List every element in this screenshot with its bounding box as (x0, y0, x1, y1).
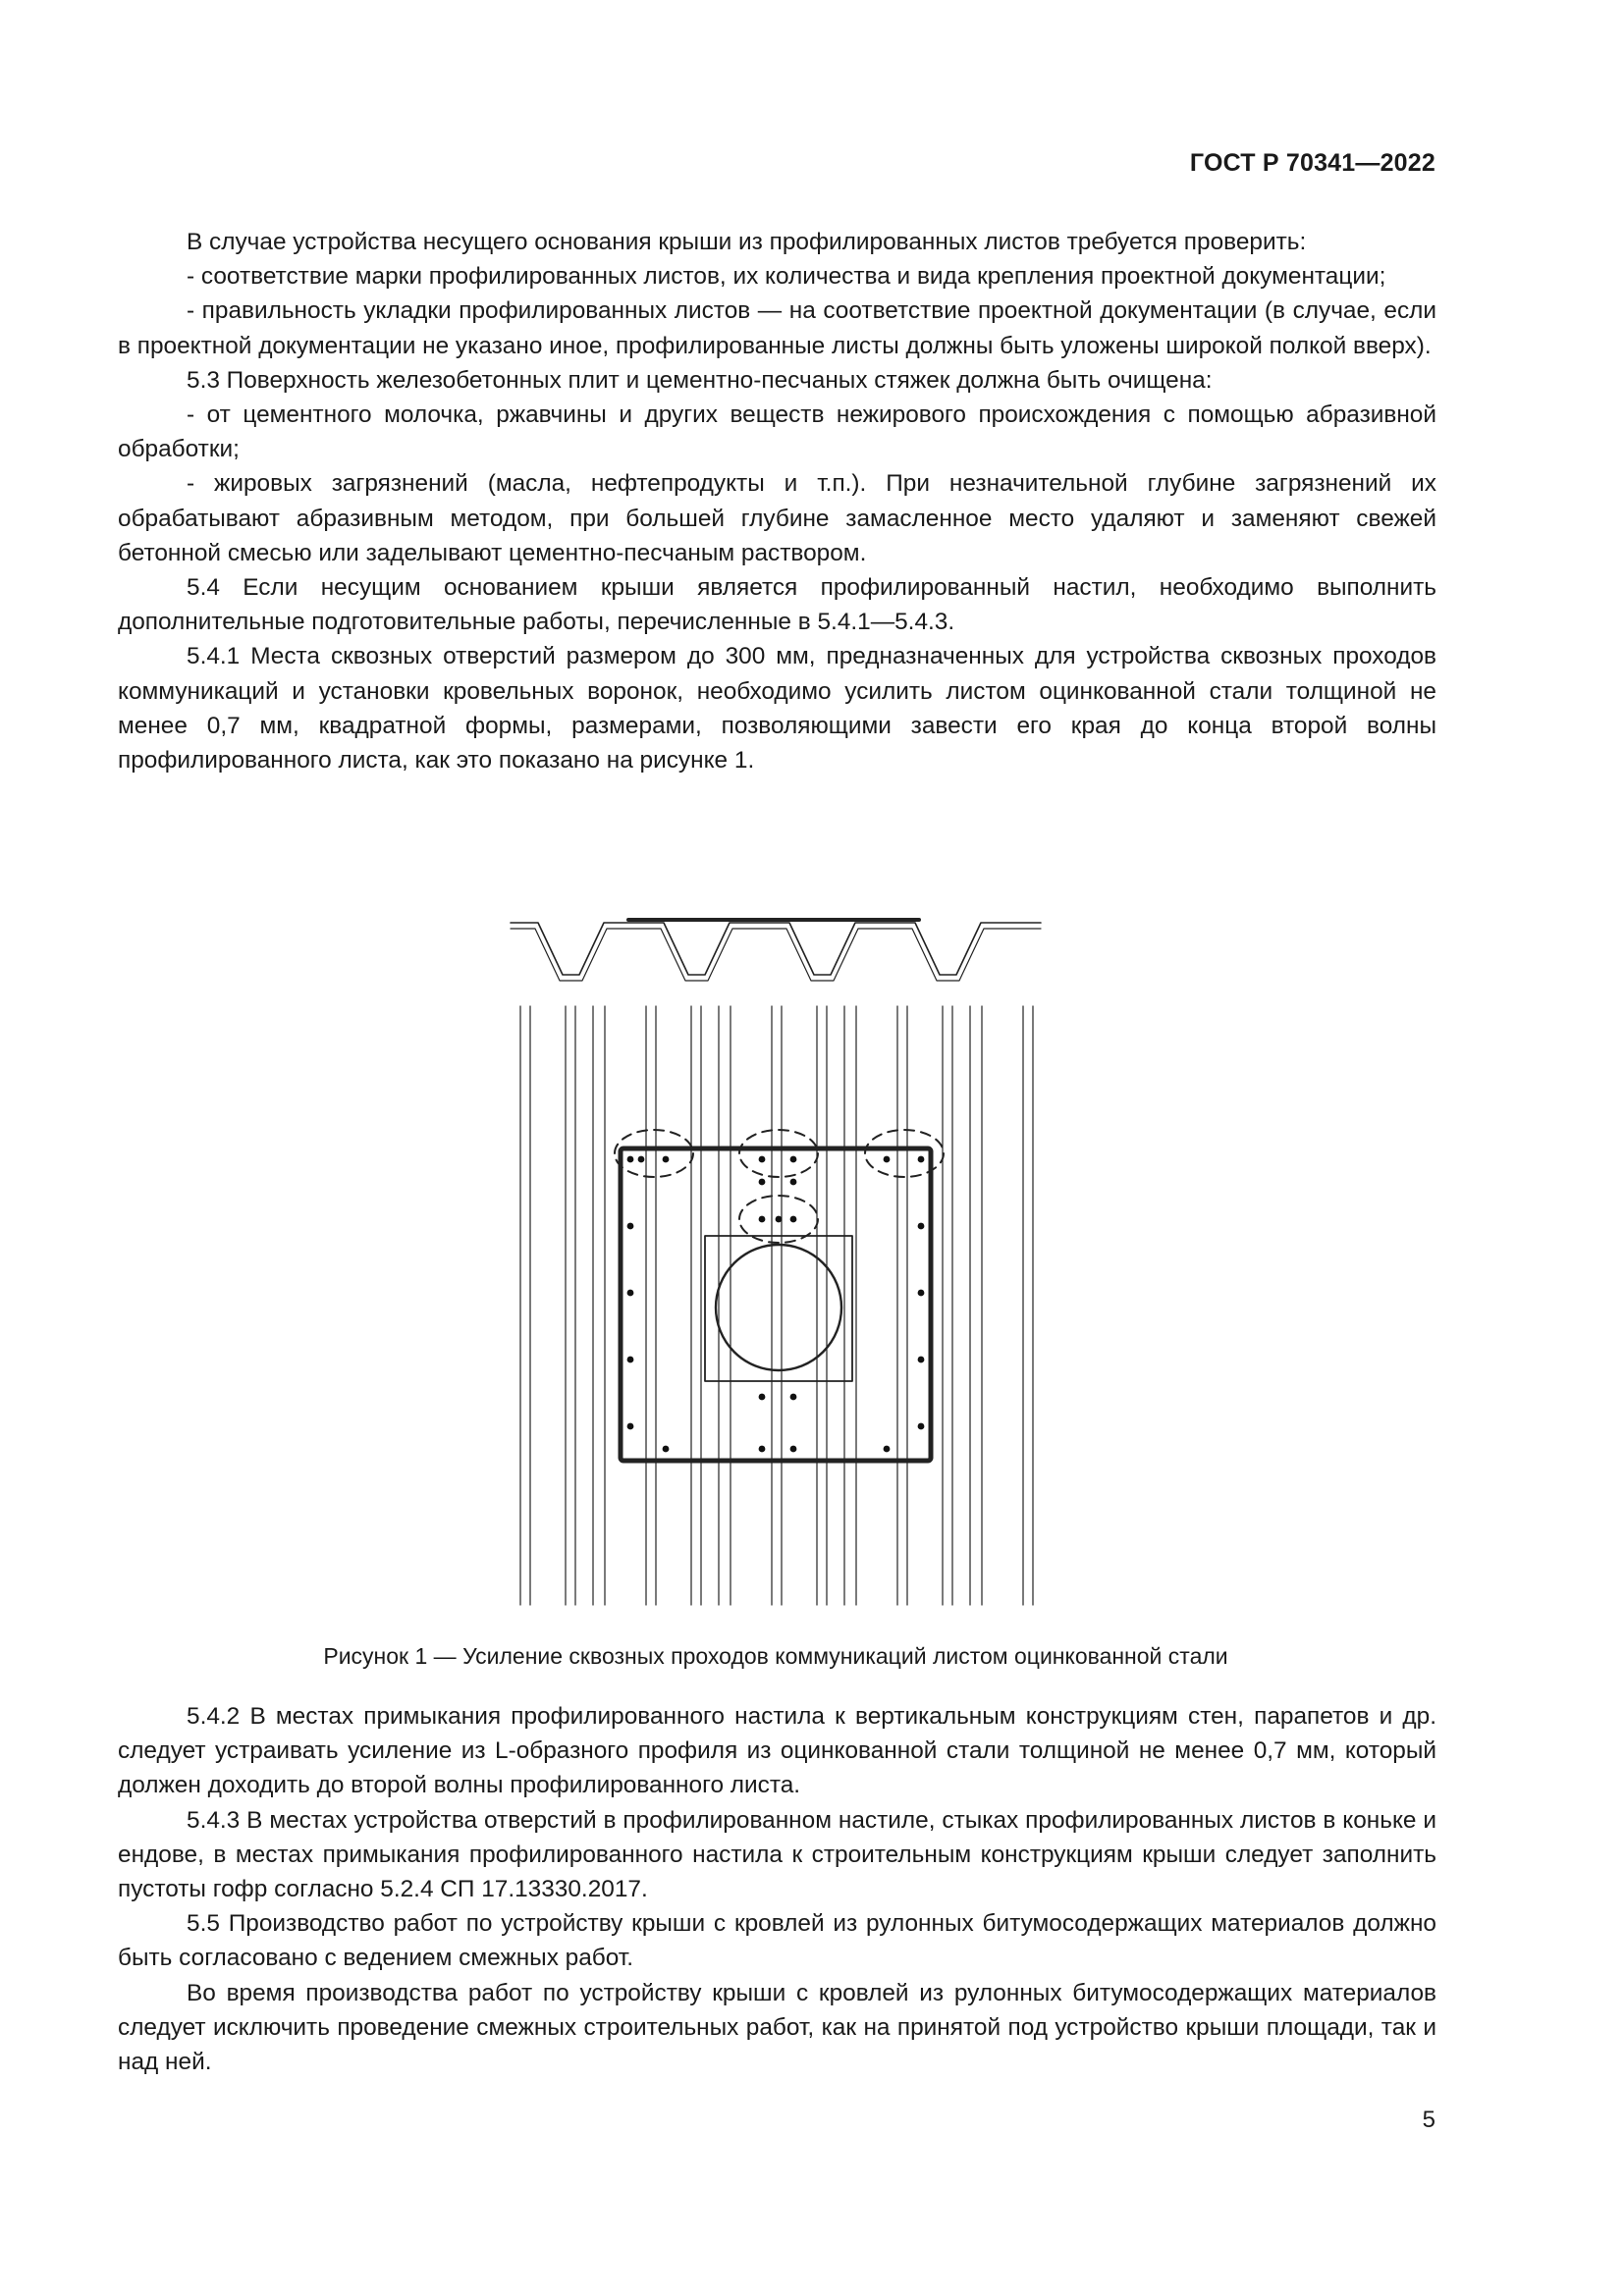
paragraph: - жировых загрязнений (масла, нефтепродукты и т.п.). При незначительной глубине загрязнений их обрабатывают абразивным методом, при большей глубине замасленное место удаляют и заменяют свежей бетонной смесью или заделывают цементно-песчаным раствором. (118, 470, 1436, 566)
figure-caption: Рисунок 1 — Усиление сквозных проходов коммуникаций листом оцинкованной стали (323, 1643, 1228, 1669)
paragraph: 5.4.2 В местах примыкания профилированного настила к вертикальным конструкциям стен, парапетов и др. следует устраивать усиление из L-образного профиля из оцинкованной стали толщиной не менее 0,7 мм, который должен доходить до второй волны профилированного листа. (118, 1703, 1436, 1799)
paragraph: - соответствие марки профилированных листов, их количества и вида крепления проектной документации; (187, 263, 1386, 291)
paragraph: - от цементного молочка, ржавчины и других веществ нежирового происхождения с помощью абразивной обработки; (118, 401, 1436, 463)
passage-frame (705, 1236, 852, 1381)
text-block-bottom (118, 1699, 1436, 2079)
profile-section (511, 923, 1041, 975)
page-number: 5 (1422, 2107, 1435, 2133)
paragraph: 5.3 Поверхность железобетонных плит и цементно-песчаных стяжек должна быть очищена: (187, 366, 1213, 394)
corrugation-lines (520, 1006, 1033, 1605)
pass-through-opening (716, 1245, 841, 1370)
reinforcement-sheet (621, 1148, 931, 1461)
paragraph: В случае устройства несущего основания крыши из профилированных листов требуется проверить: (187, 229, 1307, 255)
text-block-top (118, 225, 1436, 777)
standard-header: ГОСТ Р 70341—2022 (1189, 149, 1435, 177)
reinforcement-drawing (509, 908, 1053, 1610)
profile-section-inner (511, 929, 1041, 981)
paragraph: Во время производства работ по устройству крыши с кровлей из рулонных битумосодержащих материалов следует исключить проведение смежных строительных работ, как на принятой под устройство крыши площади, так и над ней. (118, 1979, 1436, 2076)
paragraph: 5.4.3 В местах устройства отверстий в профилированном настиле, стыках профилированных листов в коньке и ендове, в местах примыкания профилированного настила к строительным конструкциям крыши следует заполнить пустоты гофр согласно 5.2.4 СП 17.13330.2017. (118, 1806, 1436, 1903)
paragraph: 5.4.1 Места сквозных отверстий размером до 300 мм, предназначенных для устройства сквозных проходов коммуникаций и установки кровельных воронок, необходимо усилить листом оцинкованной стали толщиной не менее 0,7 мм, квадратной формы, размерами, позволяющими завести его края до конца второй волны профилированного листа, как это показано на рисунке 1. (118, 643, 1436, 774)
fasteners (627, 1156, 925, 1453)
paragraph: 5.5 Производство работ по устройству крыши с кровлей из рулонных битумосодержащих материалов должно быть согласовано с ведением смежных работ. (118, 1910, 1436, 1972)
paragraph: 5.4 Если несущим основанием крыши является профилированный настил, необходимо выполнить дополнительные подготовительные работы, перечисленные в 5.4.1—5.4.3. (118, 574, 1436, 636)
paragraph: - правильность укладки профилированных листов — на соответствие проектной документации (в случае, если в проектной документации не указано иное, профилированные листы должны быть уложены широкой полкой вверх). (118, 297, 1436, 359)
